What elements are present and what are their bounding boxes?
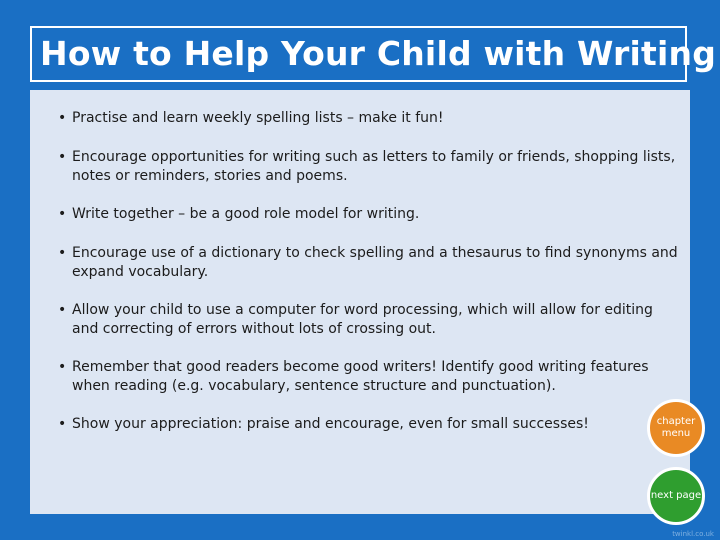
list-item	[58, 148, 678, 186]
list-item	[58, 358, 678, 396]
watermark: twinkl.co.uk	[672, 530, 714, 538]
bullet-icon: •	[58, 359, 67, 375]
title-frame	[30, 26, 717, 82]
bullet-icon: •	[58, 149, 67, 165]
bullet-icon: •	[58, 206, 67, 222]
list-item	[58, 301, 678, 339]
bullet-text: Remember that good readers become good writers! Identify good writing features when reading (e.g. vocabulary, sentence structure and punctuation).	[72, 359, 649, 394]
content-panel	[30, 90, 690, 514]
bullet-icon: •	[58, 416, 67, 432]
bullet-text: Allow your child to use a computer for word processing, which will allow for editing and correcting of errors without lots of crossing out.	[72, 302, 653, 337]
next-page-label: next page	[650, 490, 702, 501]
list-item	[58, 205, 678, 224]
bullet-text: Show your appreciation: praise and encourage, even for small successes!	[72, 416, 589, 432]
bullet-text: Write together – be a good role model for writing.	[72, 206, 420, 222]
slide-title: How to Help Your Child with Writing	[40, 34, 717, 73]
bullet-text: Practise and learn weekly spelling lists – make it fun!	[72, 110, 444, 126]
chapter-menu-button[interactable]	[647, 399, 705, 457]
bullet-icon: •	[58, 245, 67, 261]
list-item	[58, 244, 678, 282]
bullet-icon: •	[58, 110, 67, 126]
bullet-text: Encourage opportunities for writing such as letters to family or friends, shopping lists, notes or reminders, stories and poems.	[72, 149, 676, 184]
list-item	[58, 415, 618, 434]
next-page-button[interactable]	[647, 467, 705, 525]
bullet-icon: •	[58, 302, 67, 318]
list-item	[58, 109, 678, 128]
chapter-menu-label: chapter menu	[656, 416, 696, 439]
bullet-text: Encourage use of a dictionary to check spelling and a thesaurus to find synonyms and expand vocabulary.	[72, 245, 678, 280]
